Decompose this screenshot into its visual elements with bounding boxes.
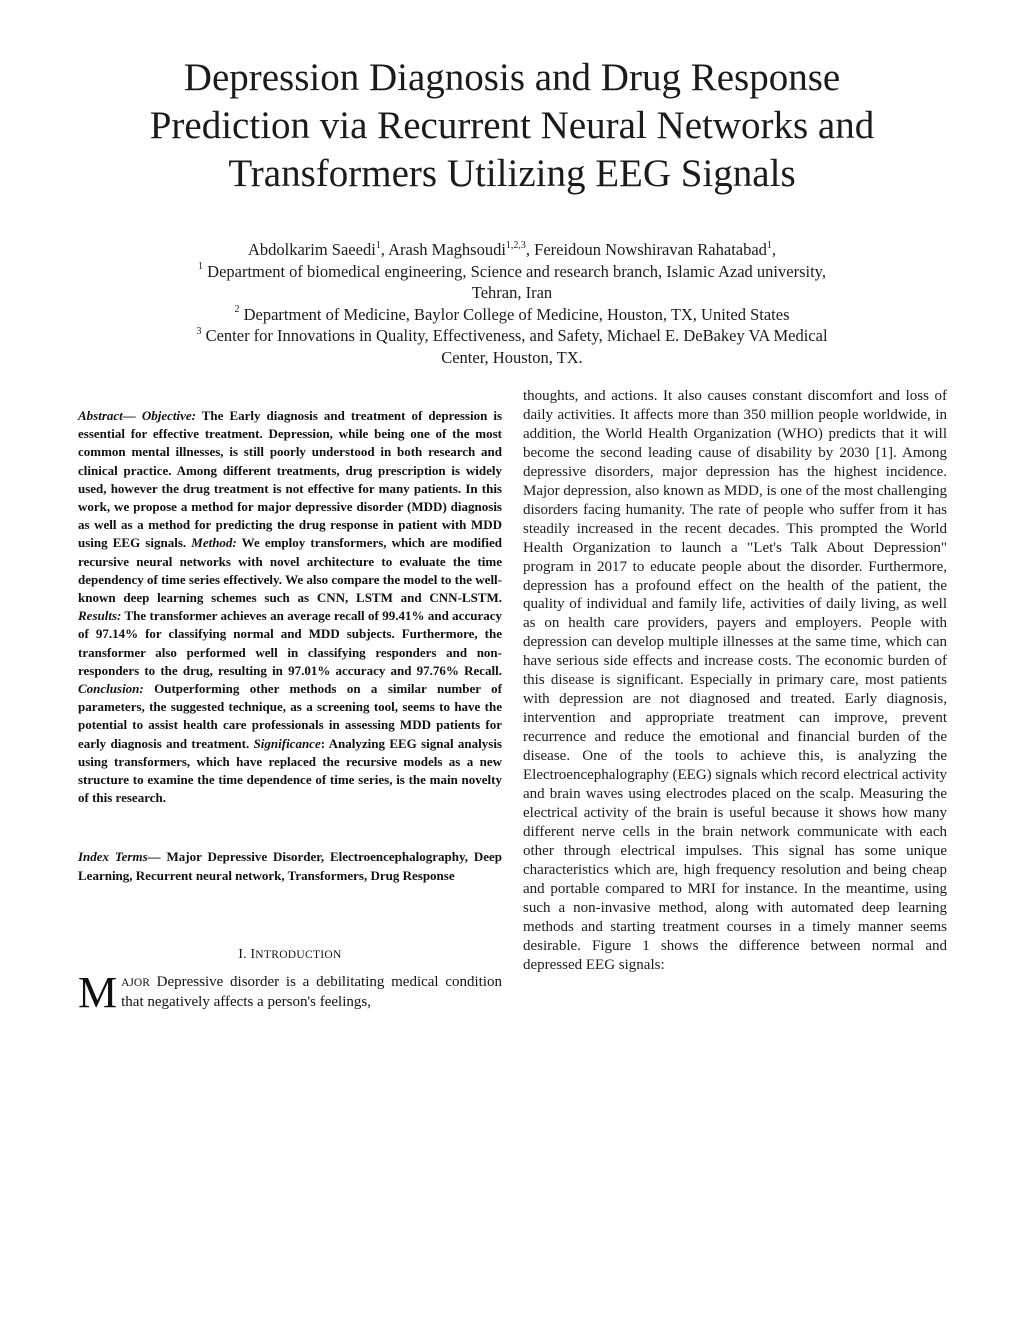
author-affil-mark: 1 (375, 239, 381, 251)
right-column-text: thoughts, and actions. It also causes constant discomfort and loss of daily activities. It affects more than 350 million people worldwide, in addition, the World Health Organization (WHO) predicts that it will become the second leading cause of disability by 2030 [1]. Among depressive disorders, major depression has the highest incidence. Major depression, also known as MDD, is one of the most challenging disorders facing humanity. The rate of people who suffer from it has steadily increased in the recent decades. This prompted the World Health Organization to launch a "Let's Talk About Depression" program in 2017 to educate people about the disorder. Furthermore, depression has a profound effect on the health of the patient, the quality of individual and family life, activities of daily living, as well as on health care providers, payers and employers. People with depression can develop multiple illnesses at the same time, which can have serious side effects and increase costs. The economic burden of this disease is significant. Especially in primary care, most patients with depression are not diagnosed and treated. Early diagnosis, intervention and appropriate treatment can improve, prevent recurrence and reduce the emotional and financial burden of the disease. One of the tools to achieve this, is analyzing the Electroencephalography (EEG) signals which record electrical activity and brain waves using electrodes placed on the scalp. Measuring the electrical activity of the brain is useful because it shows how many different nerve cells in the brain network communicate with each other through electrical impulses. This signal has some unique characteristics which are, high frequency resolution and being cheap and portable compared to MRI for instance. In the meantime, using such a non-invasive method, along with automated deep learning methods and starting treatment courses in a timely manner seems desirable. Figure 1 shows the difference between normal and depressed EEG signals: (523, 388, 947, 973)
section-number: I. (238, 945, 247, 961)
method-label: Method: (191, 535, 237, 551)
title-line-2: Prediction via Recurrent Neural Networks and (149, 104, 875, 147)
drop-cap: M (78, 967, 118, 1017)
significance-label: Significance (253, 735, 321, 751)
method-text: We employ transformers, which are modified recursive neural networks with novel architecture to evaluate the time dependency of time series effectively. We also compare the model to the well-known deep learning schemes such as CNN, LSTM and CNN-LSTM. (78, 535, 503, 606)
affiliation-text: Department of Medicine, Baylor College of Medicine, Houston, TX, United States (243, 304, 790, 324)
index-terms-label: Index Terms— (78, 849, 161, 865)
section-title-rest: NTRODUCTION (255, 948, 342, 961)
author-name: Arash Maghsoudi (388, 240, 506, 259)
drop-cap-rest: AJOR (121, 976, 150, 989)
abstract (78, 407, 502, 807)
affiliation-text: Center for Innovations in Quality, Effectiveness, and Safety, Michael E. DeBakey VA Medical (205, 326, 828, 345)
affiliation-1 (90, 261, 934, 283)
section-title-initial: I (250, 945, 256, 961)
results-label: Results: (78, 608, 122, 624)
author-list: Abdolkarim Saeedi$^1$, Arash Maghsoudi$^{1,2,3}$, Fereidoun Nowshiravan Rahatabad$^1$, (247, 239, 777, 259)
author-name: Fereidoun Nowshiravan Rahatabad (534, 240, 767, 259)
paper-title (80, 54, 944, 198)
affiliation-3 (90, 325, 934, 347)
objective-text: The Early diagnosis and treatment of depression is essential for effective treatment. Depression, while being one of the most common mental illnesses, is still poorly understood in both research and clinical practice. Among different treatments, drug prescription is widely used, however the drug treatment is not effective for many patients. In this work, we propose a method for major depressive disorder (MDD) diagnosis as well as a method for predicting the drug response in patient with MDD using EEG signals. (78, 408, 503, 551)
author-block (90, 239, 934, 368)
author-affil-mark: 1,2,3 (505, 239, 526, 251)
affiliation-2 (90, 304, 934, 326)
right-column (523, 387, 947, 975)
index-terms (78, 848, 502, 884)
affiliation-text: Department of biomedical engineering, Science and research branch, Islamic Azad university, (207, 261, 826, 281)
intro-text: Depressive disorder is a debilitating medical condition that negatively affects a person's feelings, (121, 973, 503, 1011)
conclusion-label: Conclusion: (78, 681, 144, 697)
conclusion-text: Outperforming other methods on a similar number of parameters, the suggested technique, as a screening tool, seems to have the potential to assist health care professionals in assessing MDD patients for early diagnosis and treatment. (78, 681, 502, 751)
title-line-3: Transformers Utilizing EEG Signals (228, 152, 796, 195)
section-heading (78, 946, 502, 962)
objective-label: Objective: (141, 408, 196, 423)
index-terms-text: Major Depressive Disorder, Electroencephalography, Deep Learning, Recurrent neural network, Transformers, Drug Response (78, 849, 503, 883)
left-column (78, 407, 503, 1017)
affiliation-3-continued: Center, Houston, TX. (441, 347, 583, 367)
intro-paragraph (78, 967, 503, 1017)
abstract-label: Abstract— (78, 408, 136, 423)
results-text: The transformer achieves an average recall of 99.41% and accuracy of 97.14% for classifying normal and MDD subjects. Furthermore, the transformer also performed well in classifying responders and non-responders to the drug, resulting in 97.01% accuracy and 97.76% Recall. (78, 608, 502, 678)
affiliation-number: 3 (196, 325, 202, 337)
affiliation-1-continued: Tehran, Iran (471, 283, 553, 302)
affiliation-number: 2 (234, 304, 240, 315)
author-affil-mark: 1 (766, 239, 772, 251)
affiliation-number: 1 (198, 261, 204, 272)
author-name: Abdolkarim Saeedi (247, 240, 376, 259)
significance-text: : Analyzing EEG signal analysis using transformers, which have replaced the recursive models as a new structure to examine the time dependence of time series, is the main novelty of this research. (78, 735, 502, 806)
title-line-1: Depression Diagnosis and Drug Response (183, 56, 841, 99)
